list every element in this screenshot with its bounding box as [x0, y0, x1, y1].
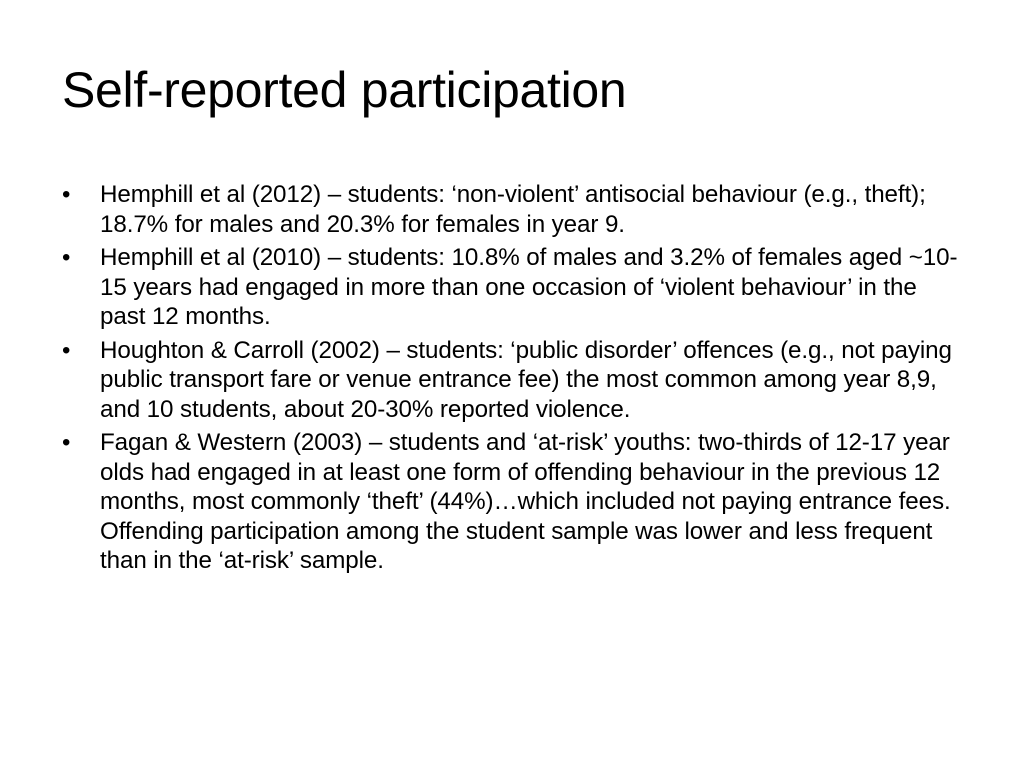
bullet-icon: • — [62, 429, 71, 456]
bullet-text: Fagan & Western (2003) – students and ‘at-risk’ youths: two-thirds of 12-17 year olds had engaged in at least one form of offending behaviour in the previous 12 months, most commonly ‘theft’ (44%)…which included not paying entrance fees. Offending participation among the student sample was lower and less frequent than in the ‘at-risk’ sample. — [100, 429, 951, 574]
bullet-text: Hemphill et al (2012) – students: ‘non-violent’ antisocial behaviour (e.g., theft); 18.7% for males and 20.3% for females in year 9. — [100, 181, 926, 238]
bullet-list — [62, 180, 962, 580]
bullet-icon: • — [62, 181, 71, 208]
bullet-icon: • — [62, 336, 71, 364]
bullet-text: Hemphill et al (2010) – students: 10.8% of males and 3.2% of females aged ~10-15 years had engaged in more than one occasion of ‘violent behaviour’ in the past 12 months. — [100, 244, 958, 330]
bullet-item-hemphill-2012 — [62, 180, 962, 239]
bullet-item-fagan-western-2003 — [62, 428, 962, 576]
bullet-text: Houghton & Carroll (2002) – students: ‘public disorder’ offences (e.g., not paying public transport fare or venue entrance fee) the most common among year 8,9, and 10 students, about 20-30% reported violence. — [100, 336, 952, 423]
slide-title: Self-reported participation — [62, 62, 627, 118]
bullet-icon: • — [62, 244, 71, 271]
bullet-item-hemphill-2010 — [62, 243, 962, 332]
bullet-item-houghton-carroll-2002 — [62, 336, 962, 425]
